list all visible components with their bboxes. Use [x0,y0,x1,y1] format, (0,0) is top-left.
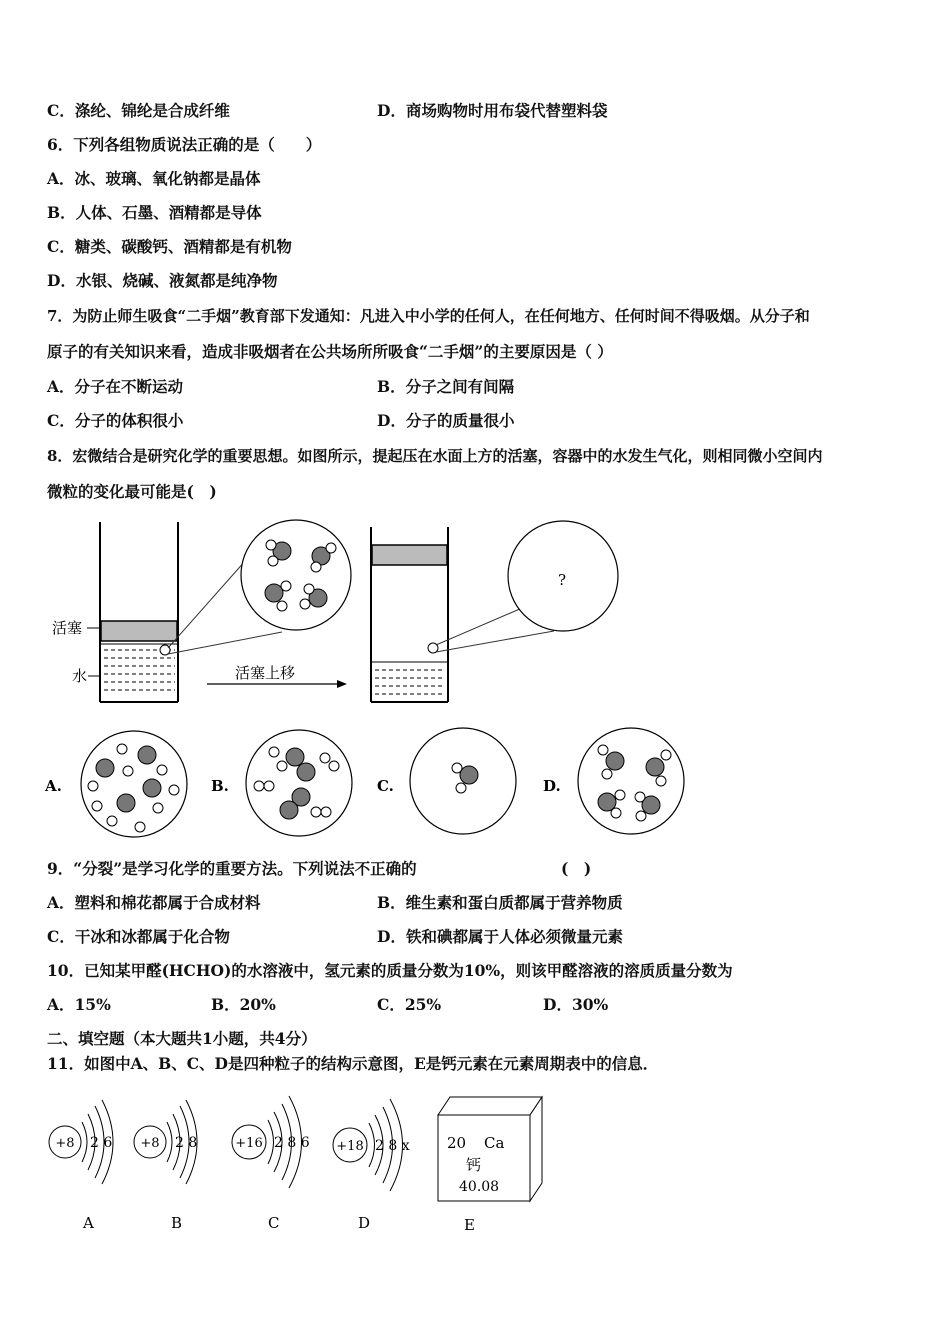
atom-b [134,1100,197,1232]
container-after [371,527,448,702]
q9-option-d: D．铁和碘都属于人体必须微量元素 [377,927,623,946]
piston-before [101,621,177,641]
q9-option-a: A．塑料和棉花都属于合成材料 [47,893,261,912]
water-label: 水 [72,667,88,685]
q8-stem-line2: 微粒的变化最可能是( ) [47,482,217,501]
svg-text:D: D [358,1214,371,1232]
svg-text:E: E [464,1216,475,1234]
svg-text:+8: +8 [55,1136,75,1151]
arrow-label: 活塞上移 [235,664,296,682]
q8-figure [0,510,950,710]
svg-text:20: 20 [447,1134,467,1152]
q9-option-c: C．干冰和冰都属于化合物 [47,927,230,946]
q7-option-d: D．分子的质量很小 [377,411,515,430]
q9-stem: 9．“分裂”是学习化学的重要方法。下列说法不正确的 [47,859,417,878]
q6-option-a: A．冰、玻璃、氧化钠都是晶体 [47,169,261,188]
svg-text:2 6: 2 6 [90,1135,113,1151]
water-before [104,650,175,690]
magnifier-before [241,520,351,630]
element-card-calcium [438,1097,542,1234]
q11-figure [0,1085,950,1245]
q6-option-b: B．人体、石墨、酒精都是导体 [47,203,262,222]
q10-option-d: D．30% [543,995,609,1014]
q6-stem: 6．下列各组物质说法正确的是（ ） [47,135,322,154]
q10-option-a: A．15% [47,995,111,1014]
q10-stem: 10．已知某甲醛(HCHO)的水溶液中，氢元素的质量分数为10%，则该甲醛溶液的溶质质量分数为 [47,961,733,980]
q5-option-c: C．涤纶、锦纶是合成纤维 [47,101,230,120]
svg-text:2 8 x: 2 8 x [375,1138,410,1154]
container-before [100,522,178,702]
svg-text:+8: +8 [140,1136,160,1151]
water-after [375,670,445,694]
q11-stem: 11．如图中A、B、C、D是四种粒子的结构示意图，E是钙元素在元素周期表中的信息． [47,1054,659,1073]
q6-option-c: C．糖类、碳酸钙、酒精都是有机物 [47,237,292,256]
q8-stem-line1: 8．宏微结合是研究化学的重要思想。如图所示，提起压在水面上方的活塞，容器中的水发生气化，则相同微小空间内 [47,447,823,465]
piston-after [372,545,447,565]
svg-text:2 8 6: 2 8 6 [274,1135,310,1151]
svg-text:+16: +16 [235,1136,263,1151]
q9-paren: ( ) [561,859,592,878]
q8-option-d-label: D. [543,777,561,795]
svg-text:40.08: 40.08 [459,1179,500,1195]
unknown-mark: ? [558,571,567,589]
q7-stem-line2: 原子的有关知识来看，造成非吸烟者在公共场所所吸食“二手烟”的主要原因是（ ） [47,342,613,361]
q8-option-b-label: B. [211,777,229,795]
q9-option-b: B．维生素和蛋白质都属于营养物质 [377,893,623,912]
q8-options-figure [0,722,950,840]
svg-text:B: B [171,1214,183,1232]
q8-option-a-label: A. [45,777,62,795]
svg-text:A: A [83,1214,94,1232]
atom-c [232,1096,310,1232]
q7-option-c: C．分子的体积很小 [47,411,184,430]
q10-option-b: B．20% [211,995,276,1014]
section-title: 二、填空题（本大题共1小题，共4分） [47,1029,317,1048]
svg-text:2 8: 2 8 [175,1135,198,1151]
q8-option-c-label: C. [377,777,394,795]
svg-text:C: C [268,1214,280,1232]
q5-option-d: D．商场购物时用布袋代替塑料袋 [377,101,608,120]
atom-d [333,1099,410,1232]
svg-text:Ca: Ca [484,1134,505,1152]
q6-option-d: D．水银、烧碱、液氮都是纯净物 [47,271,278,290]
svg-text:钙: 钙 [466,1156,482,1174]
q10-option-c: C．25% [377,995,442,1014]
q7-option-a: A．分子在不断运动 [47,377,184,396]
q7-option-b: B．分子之间有间隔 [377,377,515,396]
q7-stem-line1: 7．为防止师生吸食“二手烟”教育部下发通知：凡进入中小学的任何人，在任何地方、任何时间不得吸烟。从分子和 [47,307,810,325]
svg-text:+18: +18 [336,1139,364,1154]
atom-a [49,1100,113,1232]
piston-label: 活塞 [52,619,83,637]
option-d-circle [578,728,684,834]
